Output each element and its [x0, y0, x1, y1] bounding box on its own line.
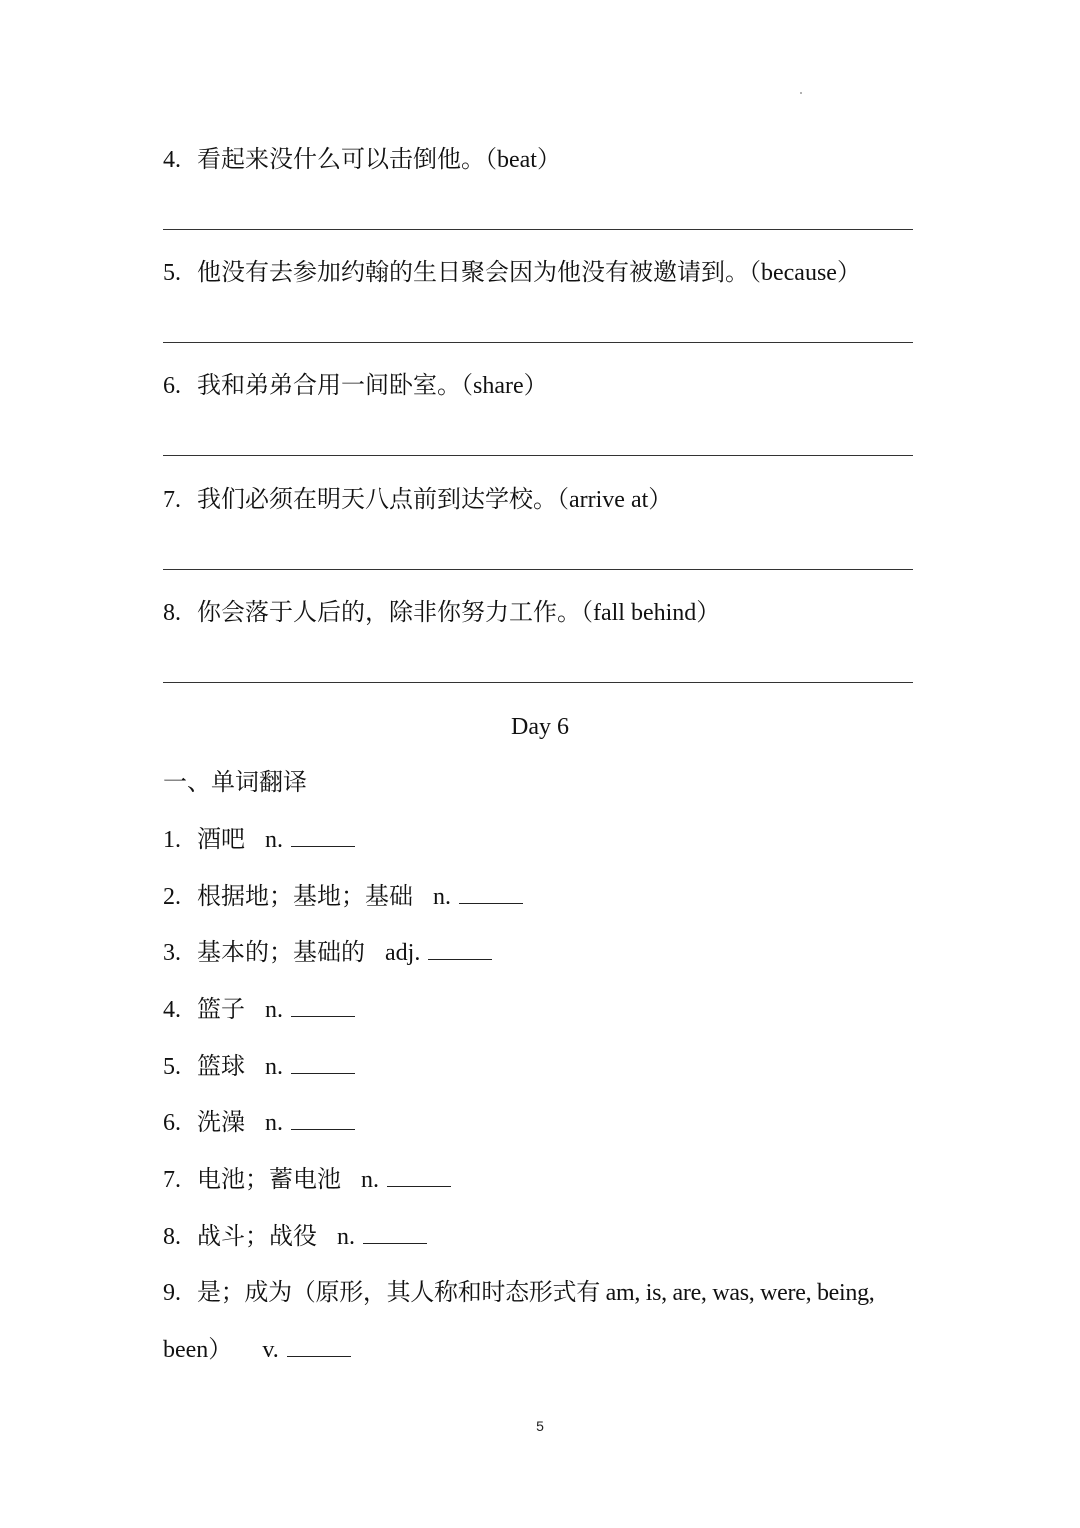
- answer-line-5[interactable]: [163, 342, 913, 343]
- vocab-item-8: [163, 1222, 427, 1252]
- vocab-number: 4.: [163, 997, 181, 1023]
- answer-blank[interactable]: [287, 1336, 351, 1357]
- vocab-number: 6.: [163, 1110, 181, 1136]
- part-of-speech: n.: [265, 827, 283, 853]
- vocab-chinese: 篮球: [197, 1054, 245, 1080]
- sentence-number: 6.: [163, 373, 181, 399]
- vocab-item-7: [163, 1165, 451, 1195]
- vocab-item-3: [163, 938, 492, 968]
- sentence-number: 5.: [163, 260, 181, 286]
- vocab-chinese: 根据地；基地；基础: [197, 884, 413, 910]
- part-of-speech: n.: [433, 884, 451, 910]
- sentence-text: 你会落于人后的，除非你努力工作。（fall behind）: [197, 600, 721, 626]
- sentence-text: 我们必须在明天八点前到达学校。（arrive at）: [197, 487, 673, 513]
- scan-dot: [800, 92, 802, 94]
- answer-line-8[interactable]: [163, 682, 913, 683]
- answer-blank[interactable]: [291, 826, 355, 847]
- vocab-item-9-continued: [163, 1335, 351, 1365]
- vocab-number: 3.: [163, 940, 181, 966]
- vocab-number: 1.: [163, 827, 181, 853]
- answer-blank[interactable]: [291, 1053, 355, 1074]
- vocab-chinese: 战斗；战役: [197, 1224, 317, 1250]
- answer-blank[interactable]: [387, 1166, 451, 1187]
- vocab-number: 9.: [163, 1280, 181, 1306]
- answer-line-4[interactable]: [163, 229, 913, 230]
- sentence-number: 7.: [163, 487, 181, 513]
- answer-blank[interactable]: [291, 1109, 355, 1130]
- sentence-item-8: [163, 598, 720, 628]
- answer-line-7[interactable]: [163, 569, 913, 570]
- vocab-chinese: 酒吧: [197, 827, 245, 853]
- sentence-item-5: [163, 258, 861, 288]
- vocab-chinese: 基本的；基础的: [197, 940, 365, 966]
- vocab-chinese-continued: been）: [163, 1337, 233, 1363]
- answer-blank[interactable]: [363, 1223, 427, 1244]
- part-of-speech: n.: [337, 1224, 355, 1250]
- part-of-speech: n.: [265, 1054, 283, 1080]
- answer-blank[interactable]: [291, 996, 355, 1017]
- part-of-speech: adj.: [385, 940, 421, 966]
- vocab-chinese: 电池；蓄电池: [197, 1167, 341, 1193]
- sentence-item-4: [163, 145, 561, 175]
- vocab-item-9: [163, 1278, 875, 1308]
- vocab-chinese: 是；成为（原形，其人称和时态形式有 am, is, are, was, were, being,: [197, 1280, 875, 1306]
- vocab-number: 2.: [163, 884, 181, 910]
- page-number: 5: [536, 1418, 544, 1434]
- vocab-chinese: 洗澡: [197, 1110, 245, 1136]
- sentence-item-7: [163, 485, 672, 515]
- vocab-item-4: [163, 995, 355, 1025]
- part-of-speech: n.: [361, 1167, 379, 1193]
- vocab-item-5: [163, 1052, 355, 1082]
- sentence-item-6: [163, 371, 548, 401]
- part-of-speech: v.: [262, 1337, 279, 1363]
- vocab-chinese: 篮子: [197, 997, 245, 1023]
- answer-blank[interactable]: [459, 883, 523, 904]
- part-of-speech: n.: [265, 1110, 283, 1136]
- sentence-text: 他没有去参加约翰的生日聚会因为他没有被邀请到。（because）: [197, 260, 861, 286]
- day-title: Day 6: [511, 714, 569, 740]
- section-title: 一、单词翻译: [163, 770, 307, 796]
- vocab-item-6: [163, 1108, 355, 1138]
- vocab-number: 5.: [163, 1054, 181, 1080]
- sentence-number: 4.: [163, 147, 181, 173]
- sentence-text: 看起来没什么可以击倒他。（beat）: [197, 147, 561, 173]
- vocab-item-2: [163, 882, 523, 912]
- answer-blank[interactable]: [428, 939, 492, 960]
- part-of-speech: n.: [265, 997, 283, 1023]
- vocab-number: 7.: [163, 1167, 181, 1193]
- sentence-text: 我和弟弟合用一间卧室。（share）: [197, 373, 548, 399]
- answer-line-6[interactable]: [163, 455, 913, 456]
- vocab-number: 8.: [163, 1224, 181, 1250]
- sentence-number: 8.: [163, 600, 181, 626]
- vocab-item-1: [163, 825, 355, 855]
